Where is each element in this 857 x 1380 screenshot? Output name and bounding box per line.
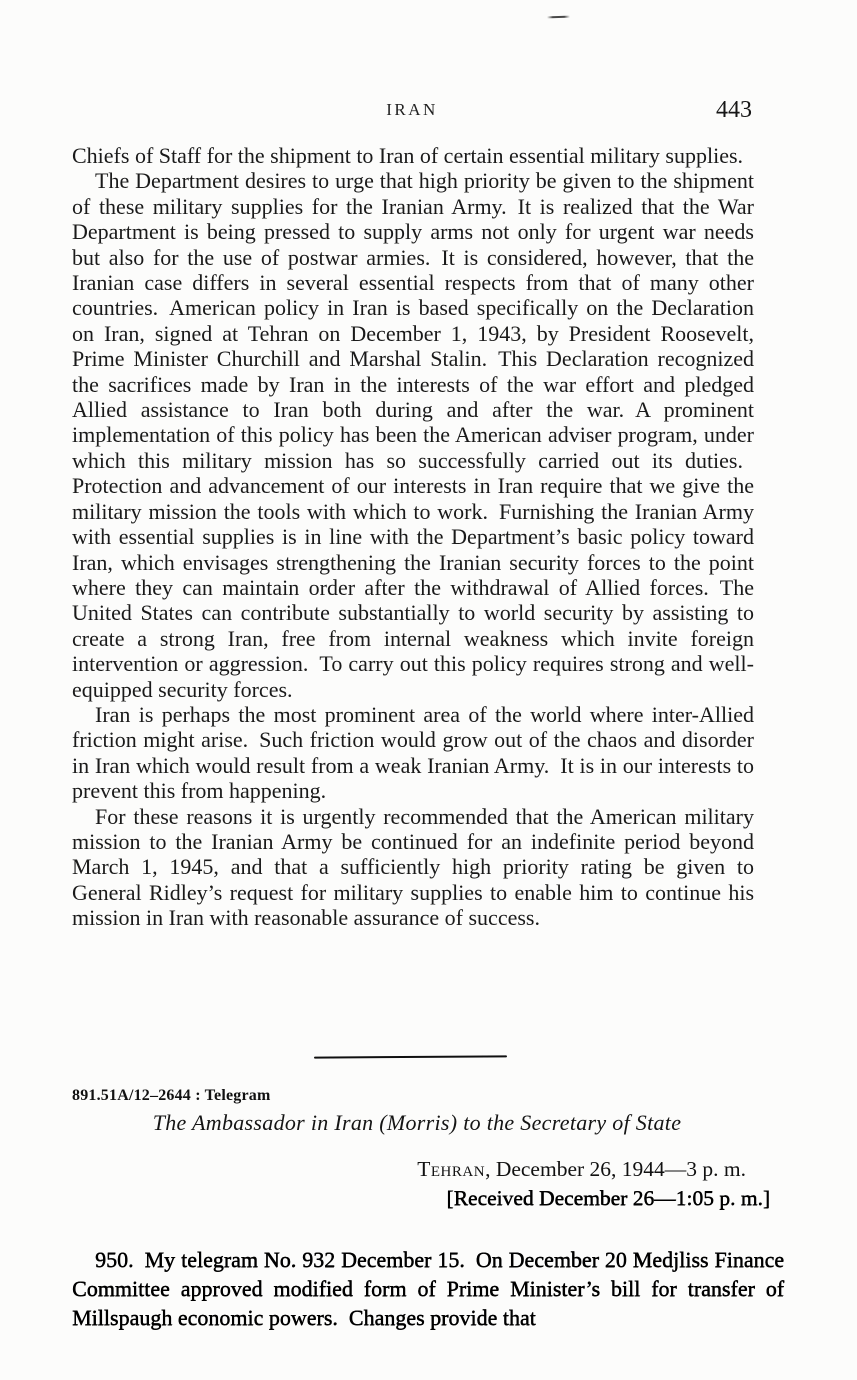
source-citation: 891.51A/12–2644 : Telegram — [72, 1087, 271, 1104]
paragraph-department-policy: The Department desires to urge that high priority be given to the shipment of these military supplies for the Iranian Army. It is realized that the War Department is being pressed to supply arms not only for urgent war needs but also for the use of postwar armies. It is considered, however, that the Iranian case differs in several essential respects from that of many other countries. American policy in Iran is based specifically on the Declaration on Iran, signed at Tehran on December 1, 1943, by President Roosevelt, Prime Minister Churchill and Marshal Stalin. This Declaration recognized the sacrifices made by Iran in the interests of the war effort and pledged Allied assistance to Iran both during and after the war. A prominent implementation of this policy has been the American adviser program, under which this military mission has so successfully carried out its duties. Protection and advancement of our interests in Iran require that we give the military mission the tools with which to work. Furnishing the Iranian Army with essential supplies is in line with the Department’s basic policy toward Iran, which envisages strengthening the Iranian security forces to the point where they can maintain order after the withdrawal of Allied forces. The United States can contribute substantially to world security by assisting to create a strong Iran, free from internal weakness which invite foreign intervention or aggression. To carry out this policy requires strong and well-equipped security forces. — [72, 168, 754, 702]
body-text — [72, 143, 754, 931]
running-header — [72, 94, 752, 124]
document-heading: The Ambassador in Iran (Morris) to the Secretary of State — [152, 1110, 682, 1135]
page-number: 443 — [716, 97, 752, 123]
section-title: IRAN — [386, 100, 438, 119]
paragraph-inter-allied-friction: Iran is perhaps the most prominent area of the world where inter-Allied friction might arise. Such friction would grow out of the chaos and disorder in Iran which would result from a weak Iranian Army. It is in our interests to prevent this from happening. — [72, 701, 754, 804]
dateline — [72, 1157, 752, 1182]
dateline-place: Tehran — [417, 1157, 486, 1181]
paragraph-continuation: Chiefs of Staff for the shipment to Iran of certain essential military supplies. — [72, 143, 744, 168]
received-line: [Received December 26—1:05 p. m.] — [446, 1186, 770, 1210]
section-divider-rule — [314, 1055, 507, 1059]
paragraph-recommendation: For these reasons it is urgently recommended that the American military mission to the Iranian Army be continued for an indefinite period beyond March 1, 1945, and that a sufficiently high priority rating be given to General Ridley’s request for military supplies to enable him to continue his mission in Iran with reasonable assurance of success. — [72, 803, 754, 931]
telegram-paragraph: 950. My telegram No. 932 December 15. On December 20 Medjliss Finance Committee approved modified form of Prime Minister’s bill for transfer of Millspaugh economic powers. Changes provide that — [72, 1247, 784, 1330]
scan-artifact-dash — [547, 16, 570, 19]
dateline-rest: , December 26, 1944—3 p. m. — [485, 1157, 746, 1181]
